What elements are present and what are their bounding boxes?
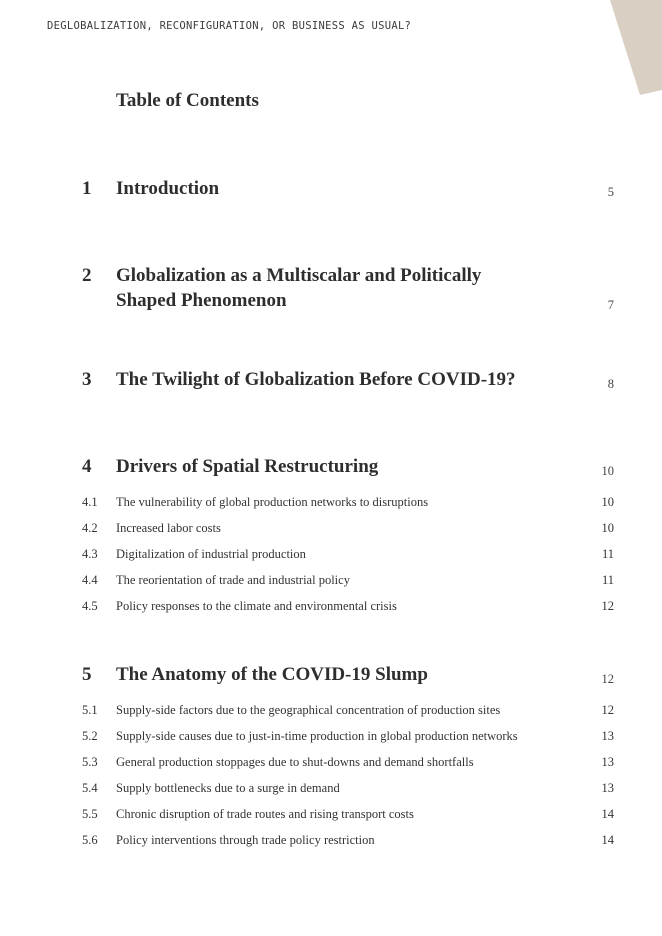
section-page: 12 bbox=[601, 703, 614, 717]
section-title: Policy interventions through trade policy restriction bbox=[116, 833, 375, 847]
chapter-number: 3 bbox=[82, 369, 92, 390]
section-number: 4.5 bbox=[82, 599, 98, 613]
section-page: 10 bbox=[601, 495, 614, 509]
section-number: 4.2 bbox=[82, 521, 98, 535]
section-title: Policy responses to the climate and environmental crisis bbox=[116, 599, 397, 613]
chapter-page: 8 bbox=[607, 377, 614, 391]
section-page: 11 bbox=[601, 547, 614, 561]
section-page: 11 bbox=[601, 573, 614, 587]
chapter-number: 5 bbox=[82, 664, 92, 685]
section-page: 13 bbox=[601, 755, 614, 769]
section-title: Supply-side causes due to just-in-time production in global production networks bbox=[116, 729, 518, 743]
chapter-page: 12 bbox=[601, 672, 614, 686]
chapter-page: 10 bbox=[601, 464, 614, 478]
chapter-title: The Anatomy of the COVID-19 Slump bbox=[116, 664, 428, 685]
section-number: 5.3 bbox=[82, 755, 98, 769]
corner-decoration bbox=[582, 0, 662, 100]
chapter-page: 7 bbox=[607, 298, 614, 312]
section-page: 14 bbox=[601, 833, 614, 847]
chapter-title: Drivers of Spatial Restructuring bbox=[116, 456, 379, 477]
section-title: Supply bottlenecks due to a surge in demand bbox=[116, 781, 340, 795]
chapter-number: 1 bbox=[82, 178, 92, 199]
section-page: 12 bbox=[601, 599, 614, 613]
section-title: Supply-side factors due to the geographical concentration of production sites bbox=[116, 703, 501, 717]
running-header: DEGLOBALIZATION, RECONFIGURATION, OR BUSINESS AS USUAL? bbox=[47, 20, 412, 32]
chapter-title: The Twilight of Globalization Before COVID-19? bbox=[116, 369, 516, 390]
toc-heading: Table of Contents bbox=[116, 90, 259, 111]
chapter-title: Introduction bbox=[116, 178, 220, 199]
section-number: 4.4 bbox=[82, 573, 98, 587]
section-page: 13 bbox=[601, 729, 614, 743]
section-title: Digitalization of industrial production bbox=[116, 547, 306, 561]
section-number: 5.2 bbox=[82, 729, 98, 743]
section-title: The vulnerability of global production networks to disruptions bbox=[116, 495, 429, 509]
section-number: 5.6 bbox=[82, 833, 98, 847]
chapter-page: 5 bbox=[607, 185, 614, 199]
section-page: 10 bbox=[601, 521, 614, 535]
chapter-number: 2 bbox=[82, 265, 92, 286]
section-title: Increased labor costs bbox=[116, 521, 221, 535]
section-title: General production stoppages due to shut-downs and demand shortfalls bbox=[116, 755, 474, 769]
section-number: 4.1 bbox=[82, 495, 98, 509]
section-number: 5.4 bbox=[82, 781, 98, 795]
chapter-title: Globalization as a Multiscalar and Politically Shaped Phenomenon bbox=[116, 265, 482, 311]
section-number: 4.3 bbox=[82, 547, 98, 561]
section-number: 5.5 bbox=[82, 807, 98, 821]
section-number: 5.1 bbox=[82, 703, 98, 717]
section-title: Chronic disruption of trade routes and rising transport costs bbox=[116, 807, 414, 821]
section-page: 14 bbox=[601, 807, 614, 821]
section-title: The reorientation of trade and industrial policy bbox=[116, 573, 350, 587]
section-page: 13 bbox=[601, 781, 614, 795]
chapter-number: 4 bbox=[82, 456, 92, 477]
